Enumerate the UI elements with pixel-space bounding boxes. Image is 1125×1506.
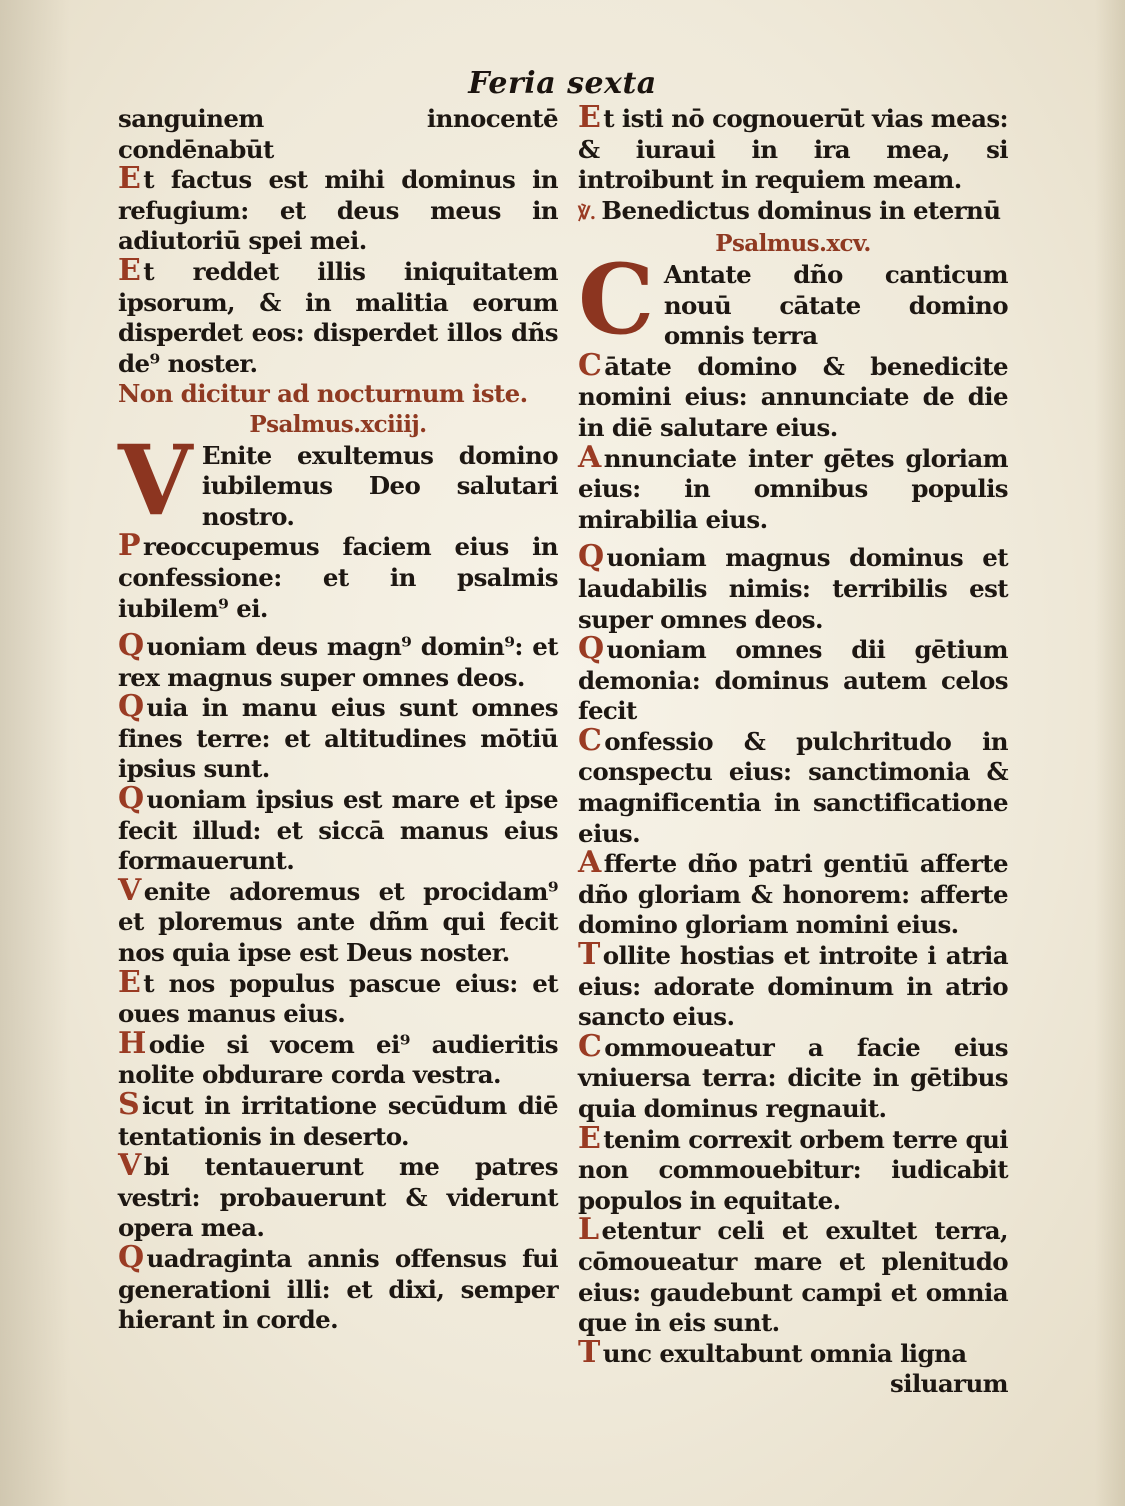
verse: A nnunciate inter gētes gloriam eius: in omnibus populis mirabilia eius.	[578, 439, 1008, 534]
red-initial: E	[118, 964, 141, 1000]
left-column	[118, 104, 558, 1336]
verse: E t factus est mihi dominus in refugium: et deus meus in adiutoriū spei mei.	[118, 161, 558, 256]
verse: T unc exultabunt omnia ligna	[578, 1334, 967, 1370]
red-initial: Q	[118, 781, 144, 817]
verse: Q uoniam deus magn⁹ domin⁹: et rex magnus super omnes deos.	[118, 628, 558, 692]
red-initial: E	[118, 252, 141, 288]
psalm-title: Psalmus.xcv.	[715, 230, 871, 258]
red-initial: Q	[118, 628, 144, 664]
right-column	[578, 100, 1008, 1400]
verse: T ollite hostias et introite i atria eius: adorate dominum in atrio sancto eius.	[578, 937, 1008, 1032]
red-initial: C	[578, 1028, 602, 1064]
verse: E t nos populus pascue eius: et oues manus eius.	[118, 964, 558, 1029]
red-initial: A	[578, 439, 601, 475]
verse: E t isti nō cognouerūt vias meas: & iuraui in ira mea, si introibunt in requiem meam.	[578, 100, 1008, 195]
red-initial: P	[118, 528, 140, 564]
verse: Q uadraginta annis offensus fui generationi illi: et dixi, semper hierant in corde.	[118, 1239, 558, 1335]
versicle-mark: ℣.	[578, 202, 596, 224]
verse: P reoccupemus faciem eius in confessione: et in psalmis iubilem⁹ ei.	[118, 528, 558, 623]
decorated-initial: C	[578, 242, 654, 356]
verse: Q uoniam magnus dominus et laudabilis nimis: terribilis est super omnes deos.	[578, 539, 1008, 634]
decorated-initial: V	[118, 423, 192, 537]
verse-opening: C Antate dño canticum nouū cātate domino omnis terra	[578, 242, 1008, 356]
catchword: siluarum	[890, 1369, 1008, 1399]
verse: C ommoueatur a facie eius vniuersa terra: dicite in gētibus quia dominus regnauit.	[578, 1028, 1008, 1123]
rubric-note: Non dicitur ad nocturnum iste.	[118, 379, 528, 409]
verse: H odie si vocem ei⁹ audieritis nolite obdurare corda vestra.	[118, 1025, 558, 1090]
red-initial: T	[578, 1334, 600, 1370]
verse: C onfessio & pulchritudo in conspectu eius: sanctimonia & magnificentia in sanctificatione eius.	[578, 722, 1008, 848]
red-initial: C	[578, 347, 602, 383]
red-initial: E	[578, 1120, 601, 1156]
verse: Q uoniam omnes dii gētium demonia: dominus autem celos fecit	[578, 631, 1008, 726]
verse: E t reddet illis iniquitatem ipsorum, & in malitia eorum disperdet eos: disperdet illos dñs de⁹ noster.	[118, 252, 558, 378]
verse: Q uoniam ipsius est mare et ipse fecit illud: et siccā manus eius formauerunt.	[118, 781, 558, 876]
verse: C ātate domino & benedicite nomini eius: annunciate de die in diē salutare eius.	[578, 347, 1008, 442]
verse-opening: V Enite exultemus domino iubilemus Deo salutari nostro.	[118, 423, 558, 537]
verse: E tenim correxit orbem terre qui non commouebitur: iudicabit populos in equitate.	[578, 1120, 1008, 1215]
verse: V enite adoremus et procidam⁹ et ploremus ante dñm qui fecit nos quia ipse est Deus noster.	[118, 872, 558, 968]
red-initial: A	[578, 845, 601, 881]
red-initial: E	[578, 100, 601, 135]
red-initial: Q	[118, 689, 144, 725]
red-initial: V	[118, 872, 141, 908]
verse: L etentur celi et exultet terra, cōmoueatur mare et plenitudo eius: gaudebunt campi et omnia que in eis sunt.	[578, 1212, 1008, 1338]
red-initial: V	[118, 1148, 141, 1184]
versicle: ℣. Benedictus dominus in eternū	[578, 195, 1001, 225]
red-initial: Q	[118, 1239, 144, 1275]
red-initial: S	[118, 1087, 140, 1122]
verse: A fferte dño patri gentiū afferte dño gloriam & honorem: afferte domino gloriam nomini eius.	[578, 845, 1008, 940]
red-initial: L	[578, 1212, 599, 1248]
running-head: Feria sexta	[468, 66, 657, 101]
red-initial: Q	[578, 631, 604, 667]
red-initial: C	[578, 722, 602, 758]
red-initial: E	[118, 161, 141, 197]
verse: S icut in irritatione secūdum diē tentationis in deserto.	[118, 1087, 558, 1151]
red-initial: H	[118, 1025, 146, 1061]
verse: Q uia in manu eius sunt omnes fines terre: et altitudines mōtiū ipsius sunt.	[118, 689, 558, 784]
red-initial: Q	[578, 539, 604, 575]
text-line: sanguinem innocentē condēnabūt	[118, 104, 558, 164]
psalm-title: Psalmus.xciiij.	[249, 410, 427, 438]
red-initial: T	[578, 937, 600, 973]
verse: V bi tentauerunt me patres vestri: probauerunt & viderunt opera mea.	[118, 1148, 558, 1243]
